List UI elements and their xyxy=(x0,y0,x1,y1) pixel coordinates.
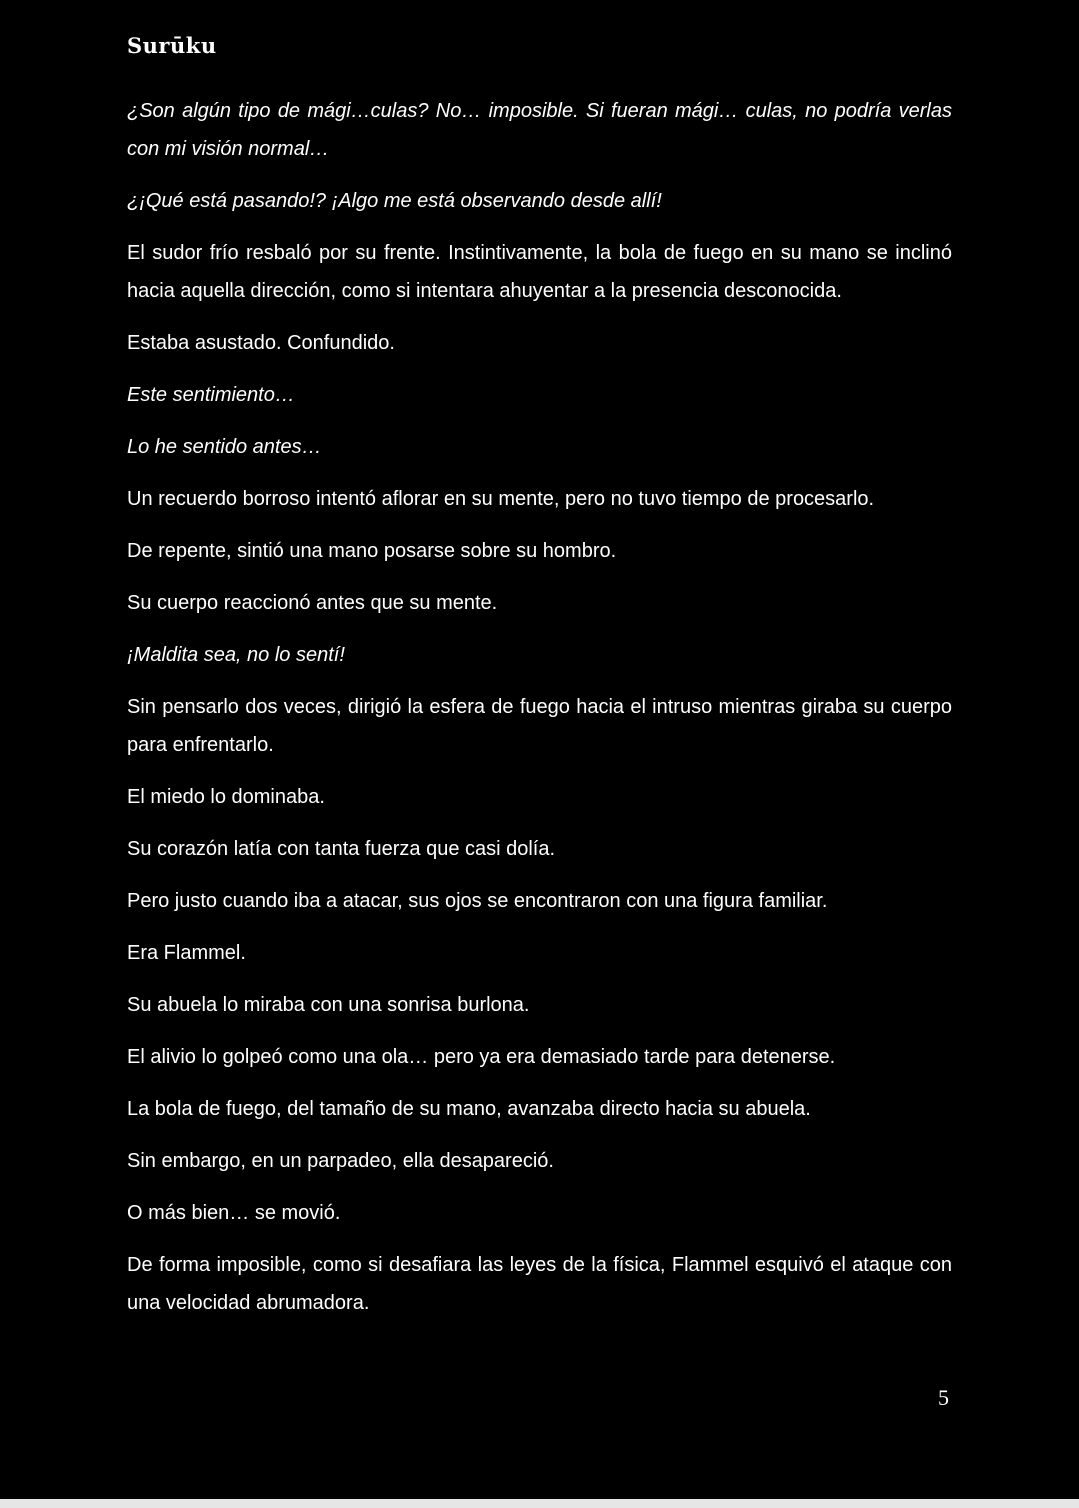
paragraph: La bola de fuego, del tamaño de su mano, avanzaba directo hacia su abuela. xyxy=(127,1098,811,1120)
paragraph: Pero justo cuando iba a atacar, sus ojos se encontraron con una figura familiar. xyxy=(127,890,828,912)
page-number: 5 xyxy=(938,1385,949,1410)
paragraph: De forma imposible, como si desafiara las leyes de la física, Flammel esquivó el ataque con una velocidad abrumadora. xyxy=(127,1254,952,1314)
page-bottom-edge xyxy=(0,1499,1079,1508)
paragraph: Un recuerdo borroso intentó aflorar en su mente, pero no tuvo tiempo de procesarlo. xyxy=(127,488,875,510)
paragraph: Estaba asustado. Confundido. xyxy=(127,332,395,354)
paragraph: De repente, sintió una mano posarse sobre su hombro. xyxy=(127,540,617,562)
paragraph: El alivio lo golpeó como una ola… pero ya era demasiado tarde para detenerse. xyxy=(127,1046,836,1068)
paragraph: Este sentimiento… xyxy=(127,384,295,406)
running-header-title: Surūku xyxy=(127,33,217,58)
paragraph: Su abuela lo miraba con una sonrisa burlona. xyxy=(127,994,530,1016)
paragraph: ¿¡Qué está pasando!? ¡Algo me está observando desde allí! xyxy=(127,190,662,212)
paragraph: ¿Son algún tipo de mági…culas? No… imposible. Si fueran mági… culas, no podría verlas con mi visión normal… xyxy=(127,100,952,160)
paragraph: Era Flammel. xyxy=(127,942,246,964)
body-text xyxy=(127,92,952,1336)
paragraph: El sudor frío resbaló por su frente. Instintivamente, la bola de fuego en su mano se inclinó hacia aquella dirección, como si intentara ahuyentar a la presencia desconocida. xyxy=(127,242,952,302)
paragraph: Lo he sentido antes… xyxy=(127,436,322,458)
paragraph: Sin embargo, en un parpadeo, ella desapareció. xyxy=(127,1150,554,1172)
paragraph: ¡Maldita sea, no lo sentí! xyxy=(127,644,345,666)
paragraph: El miedo lo dominaba. xyxy=(127,786,325,808)
paragraph: O más bien… se movió. xyxy=(127,1202,341,1224)
paragraph: Sin pensarlo dos veces, dirigió la esfera de fuego hacia el intruso mientras giraba su cuerpo para enfrentarlo. xyxy=(127,696,952,756)
paragraph: Su corazón latía con tanta fuerza que casi dolía. xyxy=(127,838,556,860)
paragraph: Su cuerpo reaccionó antes que su mente. xyxy=(127,592,498,614)
